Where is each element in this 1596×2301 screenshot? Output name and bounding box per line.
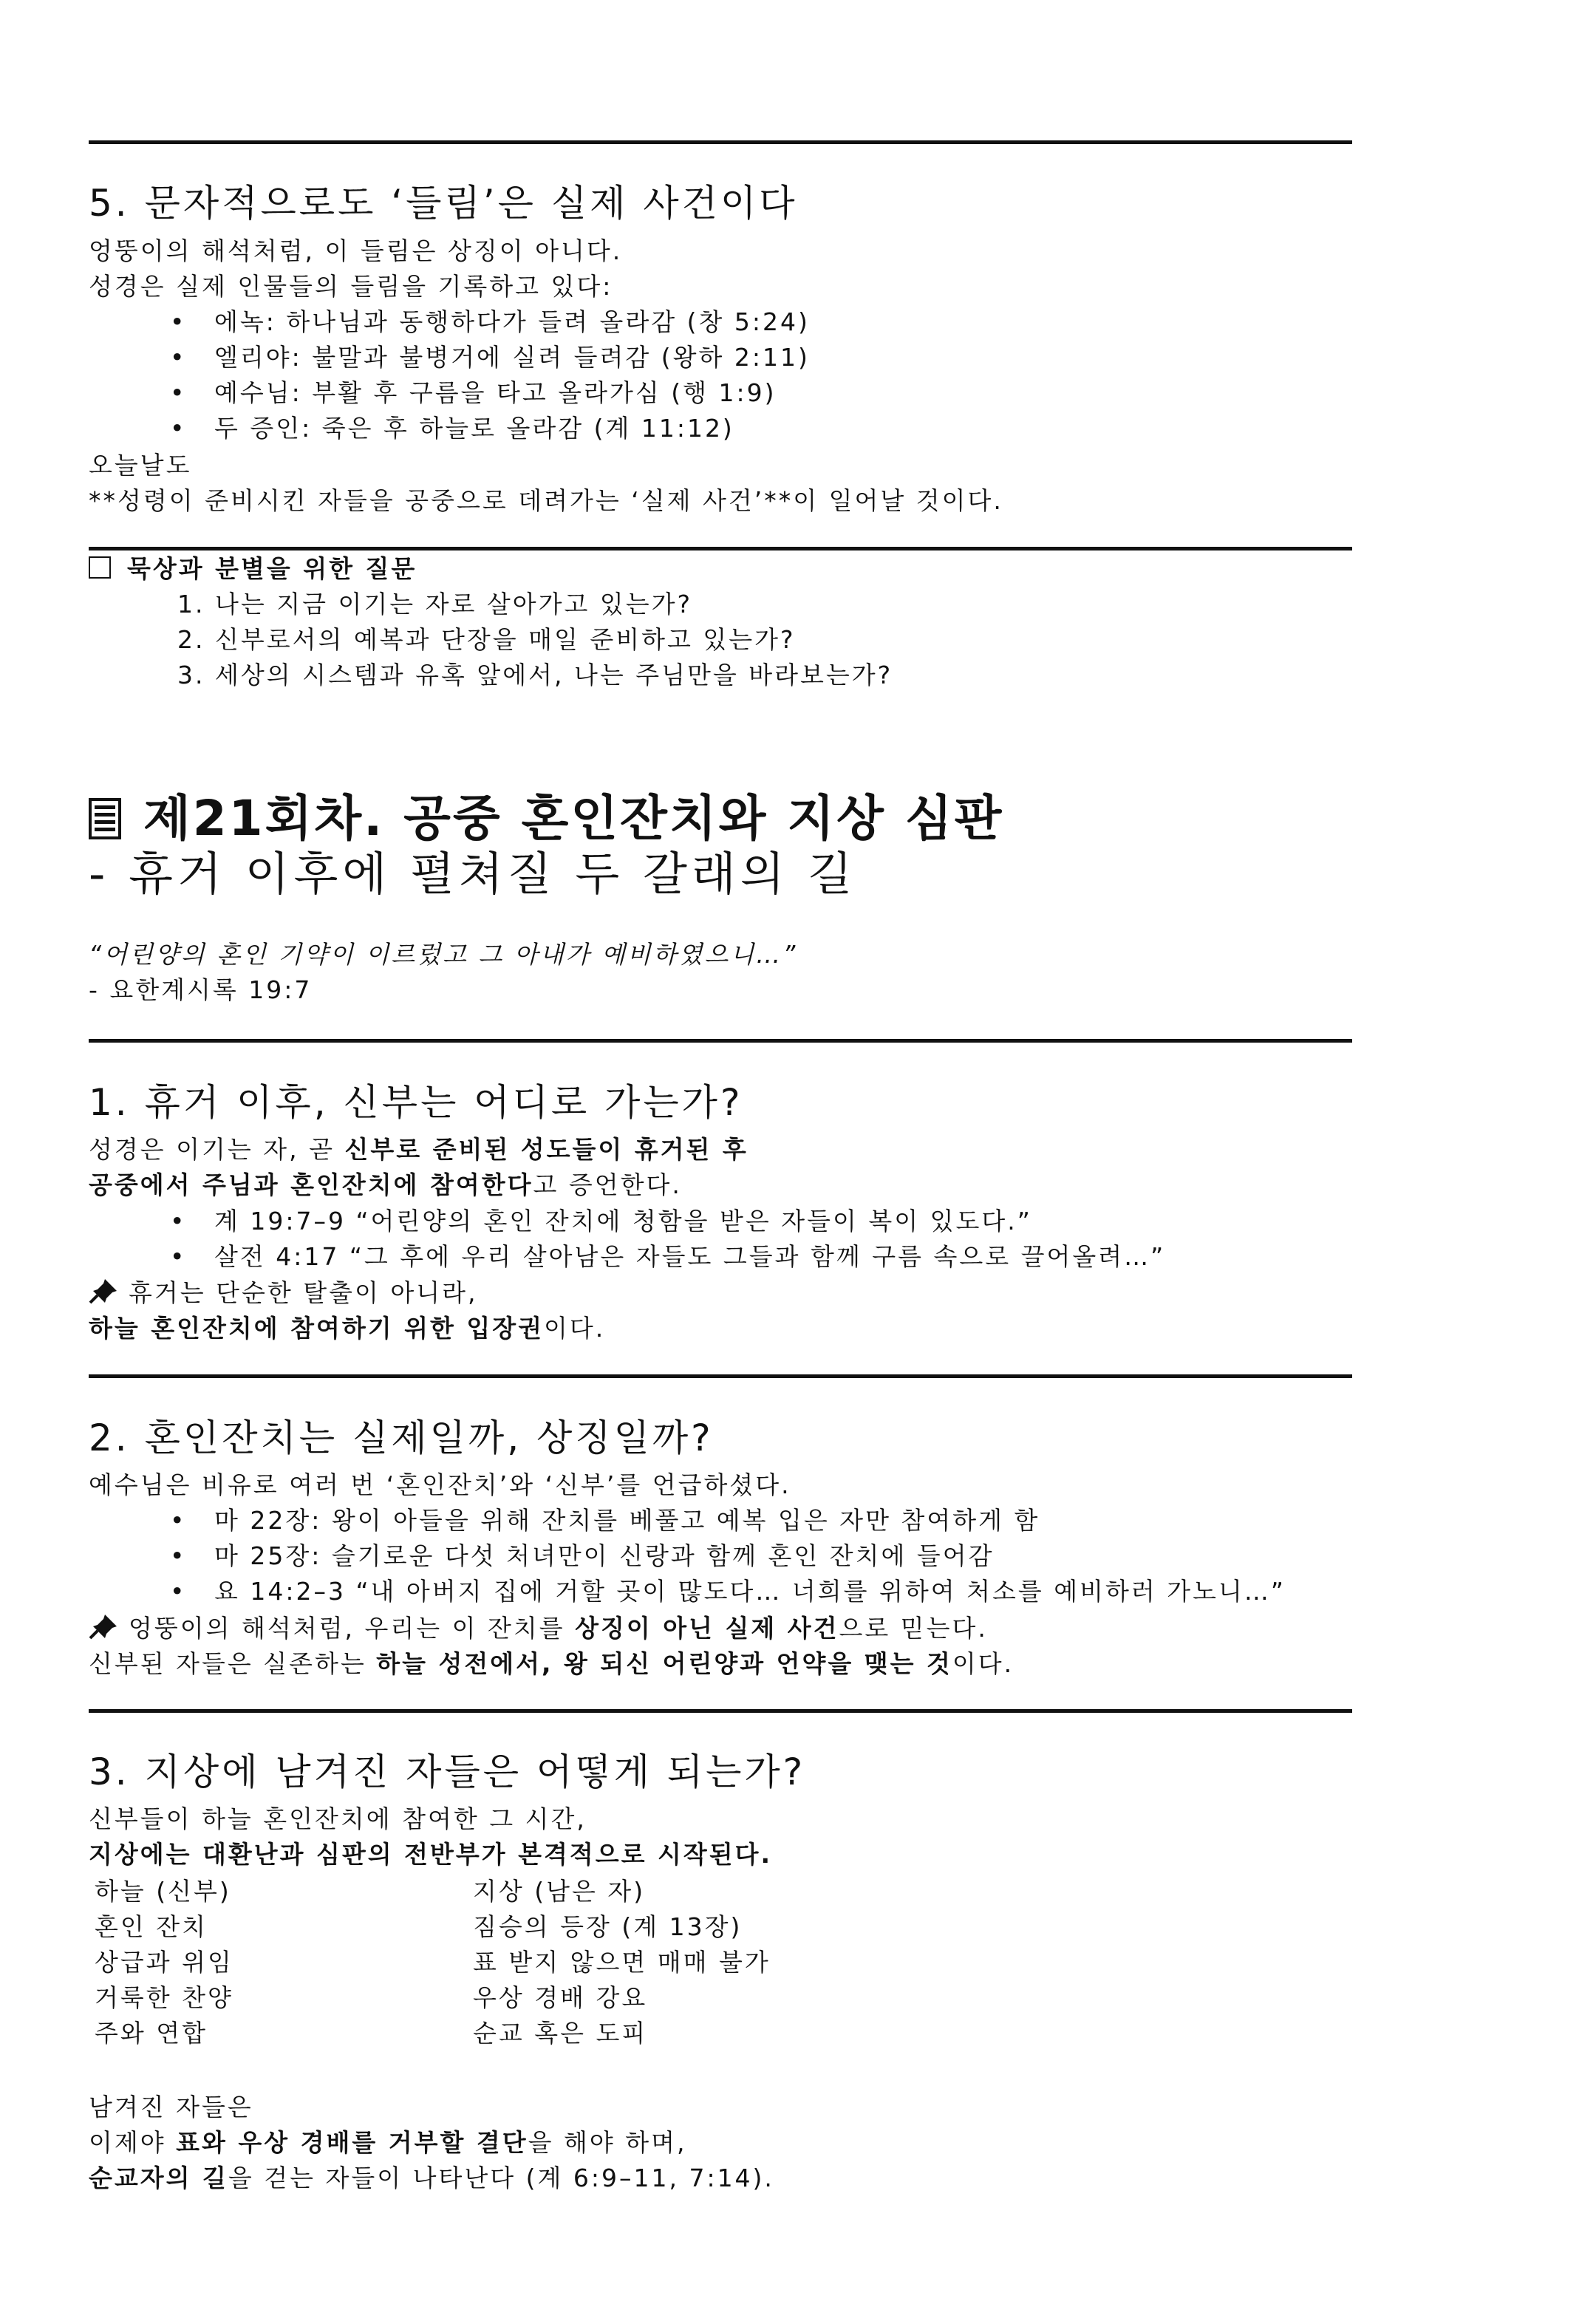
list-item: • 예수님: 부활 후 구름을 타고 올라가심 (행 1:9) (170, 378, 777, 407)
divider (89, 140, 1352, 144)
question-item: 1. 나는 지금 이기는 자로 살아가고 있는가? (177, 590, 692, 618)
list-item: • 살전 4:17 “그 후에 우리 살아남은 자들도 그들과 함께 구름 속으로 끌어올려…” (170, 1242, 1166, 1271)
question-item: 3. 세상의 시스템과 유혹 앞에서, 나는 주님만을 바라보는가? (177, 661, 893, 689)
table-cell: 주와 연합 (95, 2019, 208, 2048)
checkbox-icon (89, 556, 111, 579)
list-item: • 마 25장: 슬기로운 다섯 처녀만이 신랑과 함께 혼인 잔치에 들어감 (170, 1541, 995, 1570)
section-2-heading: 2. 혼인잔치는 실제일까, 상징일까? (89, 1417, 714, 1459)
epigraph-reference: - 요한계시록 19:7 (89, 975, 313, 1004)
s5-paragraph: 성경은 실제 인물들의 들림을 기록하고 있다: (89, 272, 613, 301)
s1-paragraph: 공중에서 주님과 혼인잔치에 참여한다고 증언한다. (89, 1170, 682, 1199)
table-cell: 순교 혹은 도피 (473, 2019, 648, 2048)
divider (89, 1039, 1352, 1043)
list-item: • 에녹: 하나님과 동행하다가 들려 올라감 (창 5:24) (170, 307, 810, 336)
document-icon (89, 798, 121, 839)
divider (89, 1709, 1352, 1713)
s2-paragraph: 신부된 자들은 실존하는 하늘 성전에서, 왕 되신 어린양과 언약을 맺는 것이다. (89, 1649, 1014, 1678)
s2-note: 엉뚱이의 해석처럼, 우리는 이 잔치를 상징이 아닌 실제 사건으로 믿는다. (89, 1613, 988, 1643)
s5-paragraph: 엉뚱이의 해석처럼, 이 들림은 상징이 아니다. (89, 236, 623, 265)
divider (89, 547, 1352, 550)
table-header-cell: 지상 (남은 자) (473, 1877, 646, 1906)
s3-paragraph: 남겨진 자들은 (89, 2093, 253, 2121)
s3-paragraph: 지상에는 대환난과 심판의 전반부가 본격적으로 시작된다. (89, 1840, 773, 1869)
s1-paragraph: 하늘 혼인잔치에 참여하기 위한 입장권이다. (89, 1314, 606, 1343)
s5-paragraph: **성령이 준비시킨 자들을 공중으로 데려가는 ‘실제 사건’**이 일어날 것이다. (89, 486, 1003, 515)
table-cell: 혼인 잔치 (95, 1912, 208, 1941)
s2-paragraph: 예수님은 비유로 여러 번 ‘혼인잔치’와 ‘신부’를 언급하셨다. (89, 1470, 791, 1499)
s3-paragraph: 순교자의 길을 걷는 자들이 나타난다 (계 6:9–11, 7:14). (89, 2164, 774, 2192)
pushpin-icon (89, 1613, 118, 1640)
section-5-heading: 5. 문자적으로도 ‘들림’은 실제 사건이다 (89, 182, 798, 225)
list-item: • 요 14:2–3 “내 아버지 집에 거할 곳이 많도다… 너희를 위하여 처소를 예비하러 가노니…” (170, 1577, 1286, 1606)
table-cell: 거룩한 찬양 (95, 1983, 233, 2012)
meditation-title: 묵상과 분별을 위한 질문 (89, 554, 417, 584)
epigraph-quote: “어린양의 혼인 기약이 이르렀고 그 아내가 예비하였으니…” (89, 940, 798, 969)
s1-note: 휴거는 단순한 탈출이 아니라, (89, 1278, 478, 1308)
table-cell: 짐승의 등장 (계 13장) (473, 1912, 743, 1941)
list-item: • 엘리야: 불말과 불병거에 실려 들려감 (왕하 2:11) (170, 343, 810, 372)
table-header-cell: 하늘 (신부) (95, 1877, 231, 1906)
chapter-title: 제21회차. 공중 혼인잔치와 지상 심판 (89, 789, 1003, 848)
list-item: • 계 19:7–9 “어린양의 혼인 잔치에 청함을 받은 자들이 복이 있도다.” (170, 1207, 1032, 1235)
table-cell: 우상 경배 강요 (473, 1983, 648, 2012)
pushpin-icon (89, 1278, 118, 1304)
table-cell: 상급과 위임 (95, 1948, 233, 1977)
s3-paragraph: 이제야 표와 우상 경배를 거부할 결단을 해야 하며, (89, 2128, 687, 2157)
divider (89, 1374, 1352, 1378)
s3-paragraph: 신부들이 하늘 혼인잔치에 참여한 그 시간, (89, 1804, 587, 1833)
s5-paragraph: 오늘날도 (89, 451, 192, 480)
list-item: • 마 22장: 왕이 아들을 위해 잔치를 베풀고 예복 입은 자만 참여하게 함 (170, 1506, 1040, 1535)
question-item: 2. 신부로서의 예복과 단장을 매일 준비하고 있는가? (177, 625, 796, 654)
section-1-heading: 1. 휴거 이후, 신부는 어디로 가는가? (89, 1081, 743, 1124)
section-3-heading: 3. 지상에 남겨진 자들은 어떻게 되는가? (89, 1751, 806, 1793)
table-cell: 표 받지 않으면 매매 불가 (473, 1948, 771, 1977)
chapter-subtitle: - 휴거 이후에 펼쳐질 두 갈래의 길 (89, 847, 857, 901)
s1-paragraph: 성경은 이기는 자, 곧 신부로 준비된 성도들이 휴거된 후 (89, 1135, 748, 1164)
list-item: • 두 증인: 죽은 후 하늘로 올라감 (계 11:12) (170, 414, 734, 443)
